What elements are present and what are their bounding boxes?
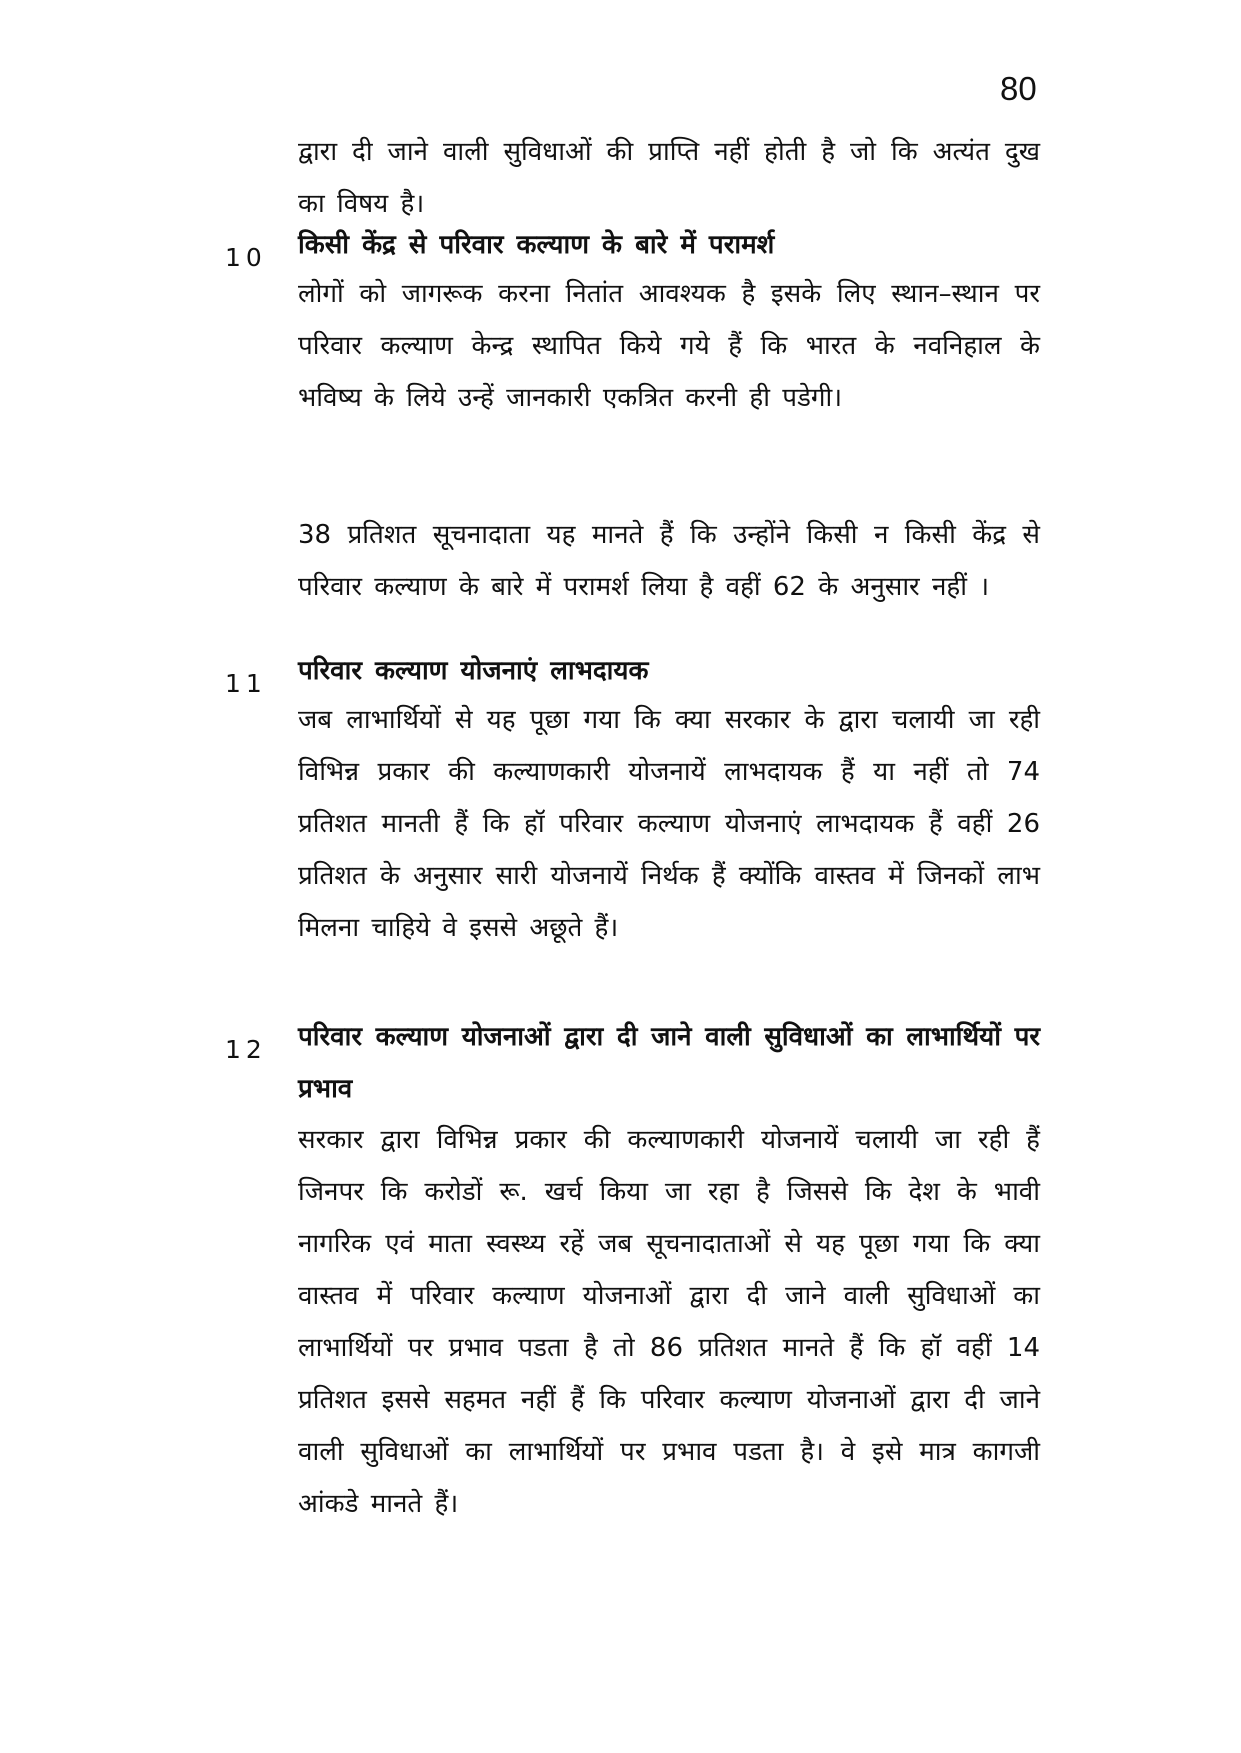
section-12-paragraph-1: सरकार द्वारा विभिन्न प्रकार की कल्याणकारी योजनायें चलायी जा रही हैं जिनपर कि करोडों रू. खर्च किया जा रहा है जिससे कि देश के भावी नागरिक एवं माता स्वस्थ्य रहें जब सूचनादाताओं से यह पूछा गया कि क्या वास्तव में परिवार कल्याण योजनाओं द्वारा दी जाने वाली सुविधाओं का लाभार्थियों पर प्रभाव पडता है तो 86 प्रतिशत मानते हैं कि हॉ वहीं 14 प्रतिशत इससे सहमत नहीं हैं कि परिवार कल्याण योजनाओं द्वारा दी जाने वाली सुविधाओं का लाभार्थियों पर प्रभाव पडता है। वे इसे मात्र कागजी आंकडे मानते हैं। [298, 1125, 1040, 1519]
section-10-number: 10 [225, 243, 267, 272]
section-10-paragraph-2: 38 प्रतिशत सूचनादाता यह मानते हैं कि उन्होंने किसी न किसी केंद्र से परिवार कल्याण के बारे में परामर्श लिया है वहीं 62 के अनुसार नहीं । [298, 520, 1040, 602]
section-10-paragraph-1: लोगों को जागरूक करना नितांत आवश्यक है इसके लिए स्थान–स्थान पर परिवार कल्याण केन्द्र स्थापित किये गये हैं कि भारत के नवनिहाल के भविष्य के लिये उन्हें जानकारी एकत्रित करनी ही पडेगी। [298, 279, 1040, 413]
section-11-title: परिवार कल्याण योजनाएं लाभदायक [298, 656, 649, 686]
section-11-number: 11 [225, 669, 267, 698]
section-12-title: परिवार कल्याण योजनाओं द्वारा दी जाने वाली सुविधाओं का लाभार्थियों पर प्रभाव [298, 1022, 1040, 1104]
section-10-title: किसी केंद्र से परिवार कल्याण के बारे में परामर्श [298, 230, 775, 260]
page-number: 80 [1000, 70, 1037, 107]
intro-paragraph: द्वारा दी जाने वाली सुविधाओं की प्राप्ति नहीं होती है जो कि अत्यंत दुख का विषय है। [298, 137, 1040, 219]
section-12-number: 12 [225, 1035, 267, 1064]
section-11-paragraph-1: जब लाभार्थियों से यह पूछा गया कि क्या सरकार के द्वारा चलायी जा रही विभिन्न प्रकार की कल्याणकारी योजनायें लाभदायक हैं या नहीं तो 74 प्रतिशत मानती हैं कि हॉ परिवार कल्याण योजनाएं लाभदायक हैं वहीं 26 प्रतिशत के अनुसार सारी योजनायें निर्थक हैं क्योंकि वास्तव में जिनकों लाभ मिलना चाहिये वे इससे अछूते हैं। [298, 705, 1040, 943]
